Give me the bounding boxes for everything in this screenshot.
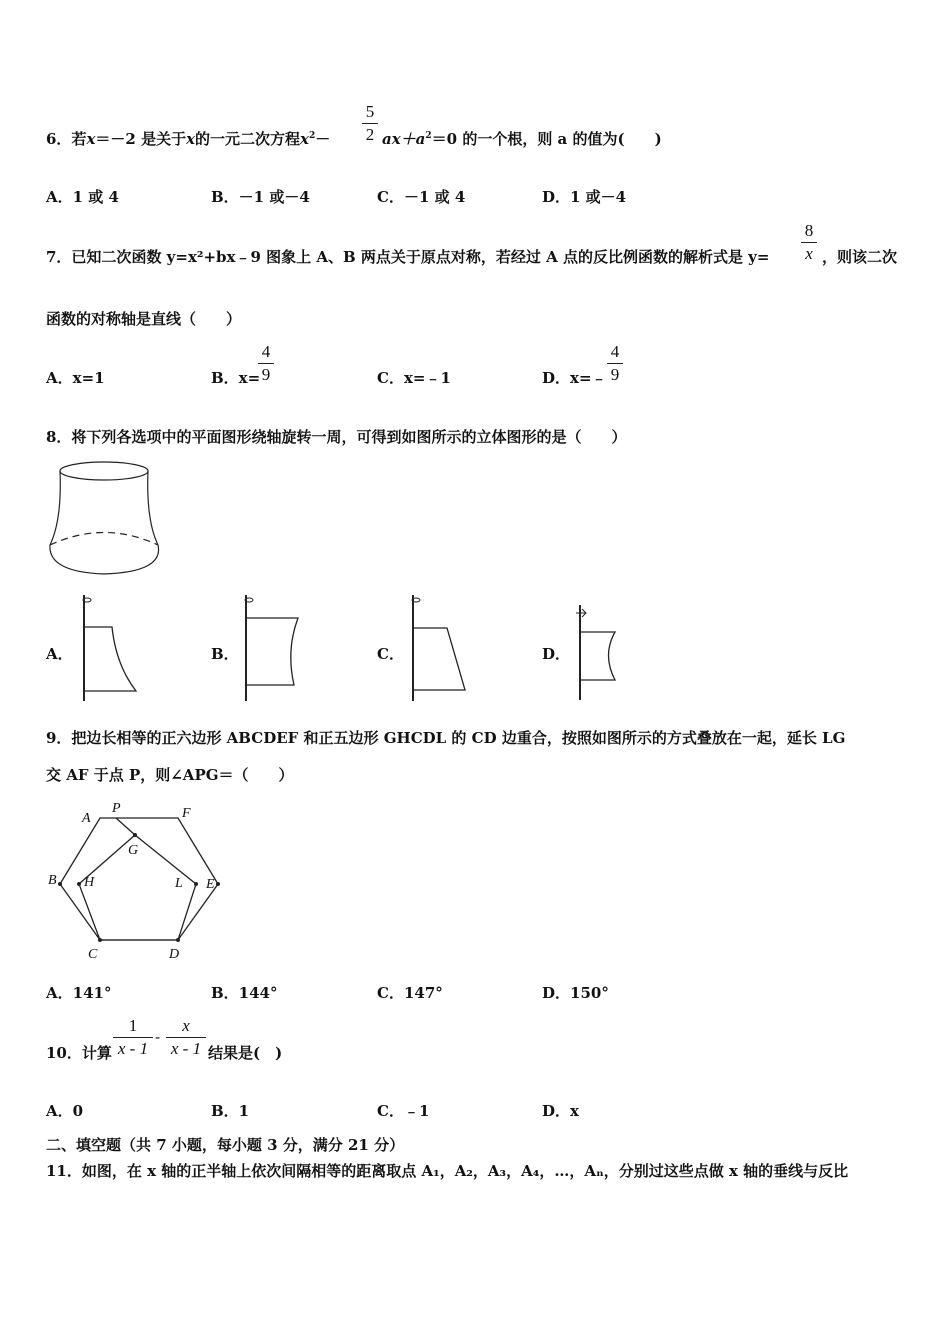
q6-fraction: 5 2 bbox=[362, 102, 378, 145]
q9-option-a: A．141° bbox=[46, 984, 112, 1002]
point-b-label: B bbox=[48, 873, 57, 888]
q7-line2: 函数的对称轴是直线（ ） bbox=[46, 310, 242, 328]
q10-option-c: C．﹣1 bbox=[377, 1102, 430, 1120]
q9-option-d: D．150° bbox=[542, 984, 609, 1002]
q11-text: 11．如图，在 x 轴的正半轴上依次间隔相等的距离取点 A₁，A₂，A₃，A₄，…，Aₙ，分别过这些点做 x 轴的垂线与反比 bbox=[46, 1162, 849, 1180]
q7-line1-end: ，则该二次 bbox=[822, 248, 898, 266]
q6-option-a: A．1 或 4 bbox=[46, 188, 119, 206]
q7-option-c: C．x=﹣1 bbox=[377, 369, 451, 387]
q6-text: 6．若x＝－2 是关于x的一元二次方程$x^2-$ bbox=[46, 130, 331, 148]
q8-option-b-figure bbox=[236, 595, 306, 705]
q9-geometry-figure bbox=[44, 796, 234, 966]
q10-tail: 结果是( ) bbox=[208, 1044, 283, 1062]
q7-line1: 7．已知二次函数 y=x²+bx﹣9 图象上 A、B 两点关于原点对称，若经过 A 点的反比例函数的解析式是 y= bbox=[46, 248, 770, 266]
q8-option-b-label: B． bbox=[211, 645, 239, 663]
q10-fraction-1: 1 x - 1 bbox=[113, 1016, 153, 1059]
q9-option-b: B．144° bbox=[211, 984, 278, 1002]
q7-option-a: A．x=1 bbox=[46, 369, 105, 387]
q8-text: 8．将下列各选项中的平面图形绕轴旋转一周，可得到如图所示的立体图形的是（ ） bbox=[46, 428, 627, 446]
q7-option-d: D．x=﹣ bbox=[542, 369, 607, 387]
q6-text-end: $ax+a^2=0$ 的一个根，则 a 的值为( ) bbox=[382, 130, 662, 148]
point-e-label: E bbox=[206, 877, 215, 892]
q8-option-c-label: C． bbox=[377, 645, 404, 663]
point-a-label: A bbox=[82, 811, 91, 826]
q6-option-d: D．1 或－4 bbox=[542, 188, 627, 206]
point-h-label: H bbox=[84, 875, 95, 890]
point-d-label: D bbox=[169, 947, 180, 962]
q10-fraction-2: x x - 1 bbox=[166, 1016, 206, 1059]
q9-line1: 9．把边长相等的正六边形 ABCDEF 和正五边形 GHCDL 的 CD 边重合，按照如图所示的方式叠放在一起，延长 LG bbox=[46, 729, 846, 747]
q10-option-b: B．1 bbox=[211, 1102, 250, 1120]
q6-option-b: B．－1 或－4 bbox=[211, 188, 310, 206]
q10-minus: - bbox=[155, 1028, 161, 1046]
point-p-label: P bbox=[112, 801, 121, 816]
q8-option-a-label: A． bbox=[46, 645, 73, 663]
q6-option-c: C．－1 或 4 bbox=[377, 188, 466, 206]
q10-option-d: D．x bbox=[542, 1102, 579, 1120]
q7-option-b: B．x= bbox=[211, 369, 261, 387]
q9-option-c: C．147° bbox=[377, 984, 443, 1002]
point-g-label: G bbox=[128, 843, 139, 858]
q7-option-d-fraction: 4 9 bbox=[607, 342, 623, 385]
q10-label: 10．计算 bbox=[46, 1044, 112, 1062]
q7-option-b-fraction: 4 9 bbox=[258, 342, 274, 385]
point-f-label: F bbox=[182, 806, 191, 821]
q8-option-d-figure bbox=[570, 605, 630, 705]
q8-option-a-figure bbox=[74, 595, 144, 705]
q8-option-c-figure bbox=[403, 595, 473, 705]
q10-option-a: A．0 bbox=[46, 1102, 84, 1120]
q8-solid-figure bbox=[44, 460, 169, 578]
q7-fraction: 8 x bbox=[801, 221, 817, 264]
q8-option-d-label: D． bbox=[542, 645, 571, 663]
point-c-label: C bbox=[88, 947, 98, 962]
point-l-label: L bbox=[175, 876, 183, 891]
section2-title: 二、填空题（共 7 小题，每小题 3 分，满分 21 分） bbox=[46, 1136, 405, 1154]
q9-line2: 交 AF 于点 P，则∠APG＝（ ） bbox=[46, 766, 294, 784]
